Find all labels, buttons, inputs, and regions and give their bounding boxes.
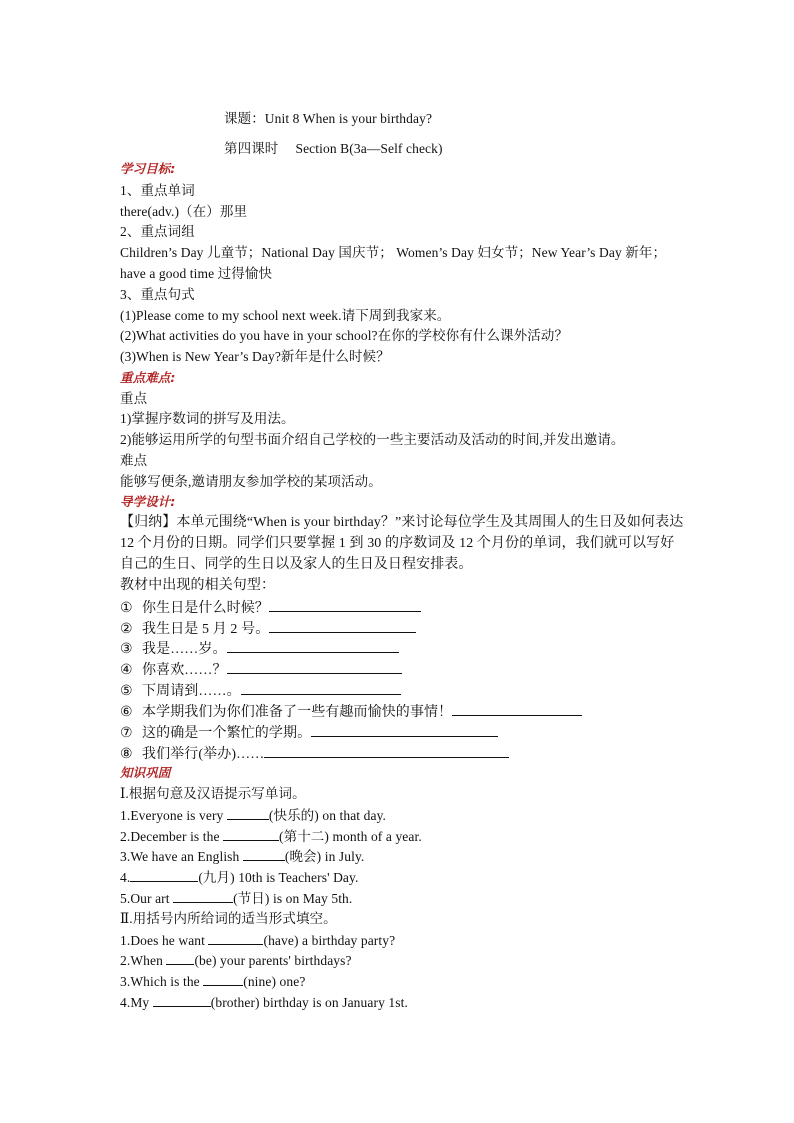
exercise-item: [120, 847, 364, 866]
item-number: ①: [120, 601, 133, 616]
part2-title: Ⅱ.用括号内所给词的适当形式填空。: [120, 911, 337, 926]
difficulty-item-1: 能够写便条,邀请朋友参加学校的某项活动。: [120, 474, 382, 489]
answer-blank[interactable]: [269, 619, 416, 633]
answer-blank[interactable]: [130, 868, 198, 882]
key-phrases-line-2: have a good time 过得愉快: [120, 266, 273, 281]
sentence-item: [120, 660, 402, 680]
exercise-item: [120, 889, 352, 908]
key-sentence-1: (1)Please come to my school next week.请下周到我家来。: [120, 308, 451, 323]
item-number: ④: [120, 663, 133, 678]
answer-blank[interactable]: [243, 847, 285, 861]
difficulty-label: 难点: [120, 453, 148, 468]
item-text: 本学期我们为你们准备了一些有趣而愉快的事情！: [142, 705, 453, 720]
sentence-item: [120, 702, 582, 722]
item-text: 下周请到……。: [142, 684, 241, 699]
exercise-text: (brother) birthday is on January 1st.: [210, 995, 408, 1010]
answer-blank[interactable]: [153, 993, 211, 1007]
exercise-text: 1.Everyone is very: [120, 808, 227, 823]
exercise-item: [120, 993, 408, 1012]
key-sentence-3: (3)When is New Year’s Day?新年是什么时候？: [120, 349, 390, 364]
answer-blank[interactable]: [173, 889, 233, 903]
answer-blank[interactable]: [269, 598, 421, 612]
exercise-text: (nine) one?: [243, 974, 306, 989]
exercise-item: [120, 806, 386, 825]
sentence-item: [120, 744, 509, 764]
focus-item-1: 1)掌握序数词的拼写及用法。: [120, 411, 295, 426]
item-text: 我们举行(举办)……: [142, 747, 265, 762]
sentence-item: [120, 619, 416, 639]
key-words-title: 1、重点单词: [120, 183, 195, 198]
item-number: ③: [120, 642, 133, 657]
sentence-item: [120, 598, 421, 618]
answer-blank[interactable]: [227, 806, 269, 820]
key-points-heading: 重点难点:: [120, 370, 176, 385]
lesson-title: 课题：Unit 8 When is your birthday?: [224, 111, 433, 126]
item-number: ⑧: [120, 747, 133, 762]
exercise-text: (have) a birthday party?: [263, 933, 396, 948]
item-number: ②: [120, 622, 133, 637]
item-number: ⑤: [120, 684, 133, 699]
exercise-item: [120, 972, 305, 991]
exercise-text: 5.Our art: [120, 891, 174, 906]
answer-blank[interactable]: [227, 660, 402, 674]
exercise-text: (九月) 10th is Teachers' Day.: [198, 870, 359, 885]
item-number: ⑦: [120, 726, 133, 741]
exercise-text: (快乐的) on that day.: [268, 808, 387, 823]
focus-label: 重点: [120, 391, 148, 406]
exercise-text: 4.My: [120, 995, 153, 1010]
exercise-item: [120, 827, 422, 846]
exercise-text: 2.When: [120, 953, 167, 968]
key-sentence-2: (2)What activities do you have in your school?在你的学校你有什么课外活动？: [120, 328, 569, 343]
answer-blank[interactable]: [264, 744, 509, 758]
exercise-text: 2.December is the: [120, 829, 224, 844]
answer-blank[interactable]: [227, 639, 399, 653]
answer-blank[interactable]: [208, 931, 263, 945]
item-text: 我是……岁。: [142, 642, 227, 657]
summary-line-1: 【归纳】本单元围绕“When is your birthday？”来讨论每位学生及其周围人的生日及如何表达: [120, 515, 684, 530]
exercise-item: [120, 931, 395, 950]
item-text: 你喜欢……？: [142, 663, 227, 678]
exercise-text: 1.Does he want: [120, 933, 209, 948]
part1-title: Ⅰ.根据句意及汉语提示写单词。: [120, 786, 306, 801]
key-sentences-title: 3、重点句式: [120, 287, 195, 302]
answer-blank[interactable]: [166, 951, 194, 965]
key-words-line: there(adv.)（在）那里: [120, 204, 248, 219]
textbook-label: 教材中出现的相关句型：: [120, 578, 276, 593]
exercise-text: 3.We have an English: [120, 849, 243, 864]
sentence-item: [120, 639, 399, 659]
item-number: ⑥: [120, 705, 133, 720]
summary-line-2: 12 个月份的日期。同学们只要掌握 1 到 30 的序数词及 12 个月份的单词，我们就可以写好: [120, 536, 675, 551]
exercise-text: 3.Which is the: [120, 974, 204, 989]
sentence-item: [120, 681, 401, 701]
answer-blank[interactable]: [311, 723, 498, 737]
item-text: 我生日是 5 月 2 号。: [142, 622, 270, 637]
exercise-text: (晚会) in July.: [284, 849, 365, 864]
focus-item-2: 2)能够运用所学的句型书面介绍自己学校的一些主要活动及活动的时间,并发出邀请。: [120, 432, 625, 447]
answer-blank[interactable]: [223, 827, 279, 841]
key-phrases-title: 2、重点词组: [120, 224, 195, 239]
exercise-item: [120, 951, 352, 970]
sentence-item: [120, 723, 498, 743]
exercise-text: (be) your parents' birthdays?: [194, 953, 352, 968]
exercise-text: (第十二) month of a year.: [279, 829, 422, 844]
exercise-text: 4.: [120, 870, 131, 885]
exercise-item: [120, 868, 358, 887]
key-phrases-line-1: Children’s Day 儿童节；National Day 国庆节； Women’s Day 妇女节；New Year’s Day 新年；: [120, 245, 667, 260]
objectives-heading: 学习目标:: [120, 161, 176, 176]
item-text: 这的确是一个繁忙的学期。: [142, 726, 312, 741]
answer-blank[interactable]: [241, 681, 401, 695]
item-text: 你生日是什么时候？: [142, 601, 269, 616]
design-heading: 导学设计:: [120, 494, 176, 509]
answer-blank[interactable]: [452, 702, 582, 716]
lesson-section: 第四课时 Section B(3a—Self check): [224, 141, 443, 156]
review-heading: 知识巩固: [120, 765, 171, 780]
exercise-text: (节日) is on May 5th.: [233, 891, 353, 906]
answer-blank[interactable]: [203, 972, 243, 986]
summary-line-3: 自己的生日、同学的生日以及家人的生日及日程安排表。: [120, 557, 473, 572]
